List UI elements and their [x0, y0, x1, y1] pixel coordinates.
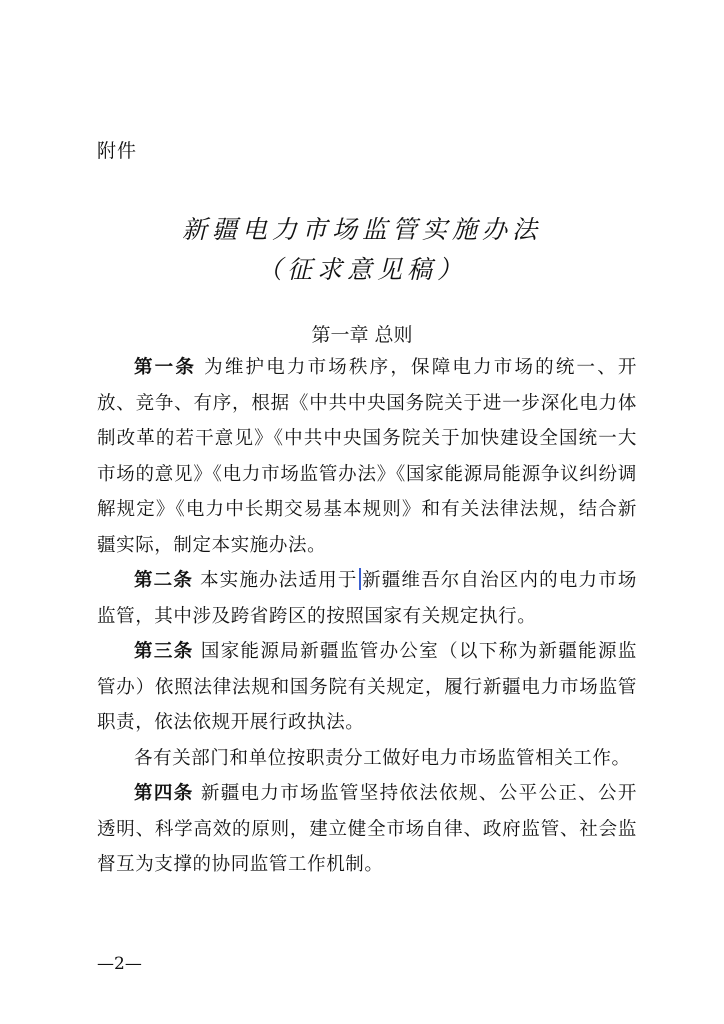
article-2-text-start: 本实施办法适用于	[193, 570, 358, 591]
article-3	[97, 634, 637, 741]
article-4-label: 第四条	[134, 783, 194, 804]
chapter-heading: 第一章 总则	[311, 324, 413, 346]
document-body	[97, 350, 637, 883]
article-1	[97, 350, 637, 563]
article-3-label: 第三条	[134, 641, 194, 662]
article-2-text-end: 新疆维吾尔自治区内的电力市场监管，其中涉及跨省跨区的按照国家有关规定执行。	[97, 570, 637, 627]
text-cursor	[359, 568, 361, 590]
attachment-label: 附件	[97, 140, 138, 162]
article-2	[97, 563, 637, 634]
page-number: —2—	[97, 954, 142, 974]
article-4	[97, 776, 637, 883]
document-title: 新疆电力市场监管实施办法	[181, 215, 542, 244]
document-subtitle: （征求意见稿）	[256, 255, 467, 284]
article-3-text: 国家能源局新疆监管办公室（以下称为新疆能源监管办）依照法律法规和国务院有关规定，履行新疆电力市场监管职责，依法依规开展行政执法。	[97, 641, 637, 733]
article-4-text: 新疆电力市场监管坚持依法依规、公平公正、公开透明、科学高效的原则，建立健全市场自律、政府监管、社会监督互为支撑的协同监管工作机制。	[97, 783, 637, 875]
article-2-label: 第二条	[134, 570, 194, 591]
article-3-paragraph-2: 各有关部门和单位按职责分工做好电力市场监管相关工作。	[134, 747, 631, 769]
article-1-text: 为维护电力市场秩序，保障电力市场的统一、开放、竞争、有序，根据《中共中央国务院关于进一步深化电力体制改革的若干意见》《中共中央国务院关于加快建设全国统一大市场的意见》《电力市场监管办法》《国家能源局能源争议纠纷调解规定》《电力中长期交易基本规则》和有关法律法规，结合新疆实际，制定本实施办法。	[97, 357, 637, 556]
article-1-label: 第一条	[134, 357, 197, 378]
